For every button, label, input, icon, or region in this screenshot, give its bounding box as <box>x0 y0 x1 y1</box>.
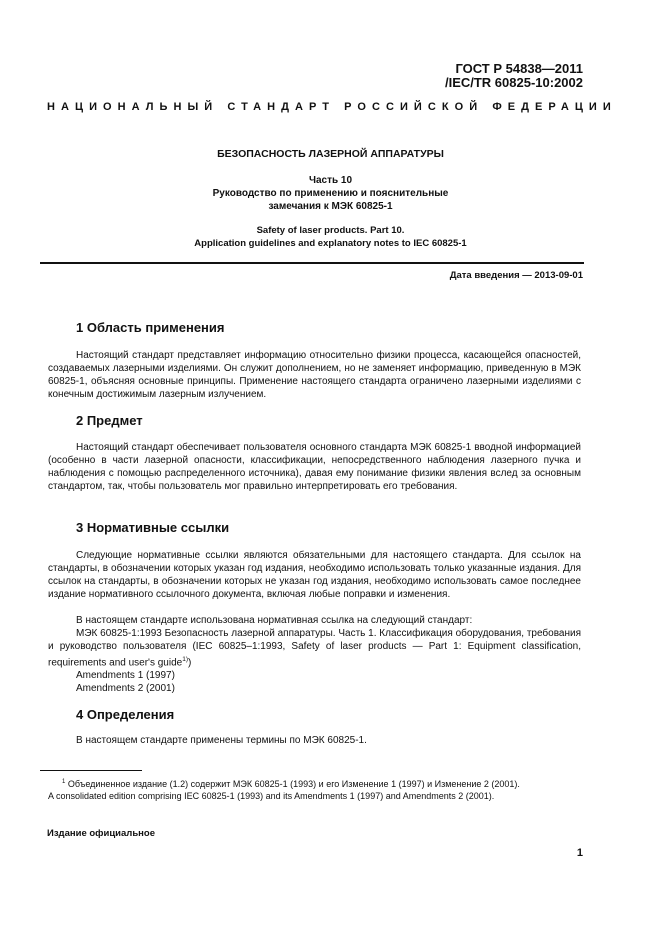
section-text-subject: Настоящий стандарт обеспечивает пользователя основного стандарта МЭК 60825-1 вводной информацией (особенно в части лазерной опасности, классификации, непосредственного наблюдения лазерного пучка и наблюдения с помощью распределенного источника), давая ему понимание физики явления вслед за основным стандартом, так, чтобы пользователь мог правильно интерпретировать его требования. <box>48 442 581 492</box>
page-number: 1 <box>576 847 583 859</box>
footnote-en: A consolidated edition comprising IEC 60825-1 (1993) and its Amendments 1 (1997) and Amendments 2 (2001). <box>48 791 495 801</box>
iec-number: /IEC/TR 60825-10:2002 <box>444 75 583 90</box>
section-heading-normative-references: 3 Нормативные ссылки <box>76 520 230 535</box>
amendment-1: Amendments 1 (1997) <box>76 670 175 681</box>
section-text-scope: Настоящий стандарт представляет информацию относительно физики процесса, касающейся опасностей, создаваемых лазерными изделиями. Он служит дополнением, но не заменяет информацию, приведенную в МЭК 60825-1, объясняя основные принципы. Применение настоящего стандарта ограничено лазерными изделиями с конечным достижимым лазерным излучением. <box>48 350 581 400</box>
footnote-divider <box>40 770 142 771</box>
footnote-ru <box>48 776 588 790</box>
footnote <box>48 776 588 802</box>
section-text-definitions: В настоящем стандарте применены термины по МЭК 60825-1. <box>76 735 367 746</box>
document-title: БЕЗОПАСНОСТЬ ЛАЗЕРНОЙ АППАРАТУРЫ <box>217 148 444 160</box>
normative-reference-entry <box>48 627 581 669</box>
section-text-normative-references: Следующие нормативные ссылки являются обязательными для настоящего стандарта. Для ссылок на стандарты, в обозначении которых указан год издания, необходимо использовать только указанные издания. Для ссылок на стандарты, в обозначении которых не указан год издания, необходимо использовать самое последнее издание нормативного ссылочного документа, включая любые поправки и изменения. <box>48 550 581 600</box>
english-title-line-2: Application guidelines and explanatory notes to IEC 60825-1 <box>194 237 467 249</box>
normative-reference-intro: В настоящем стандарте использована нормативная ссылка на следующий стандарт: <box>76 615 473 626</box>
title-divider <box>40 262 584 264</box>
section-heading-definitions: 4 Определения <box>76 707 175 722</box>
footnote-ru-text: Объединенное издание (1.2) содержит МЭК 60825-1 (1993) и его Изменение 1 (1997) и Изменение 2 (2001). <box>67 779 520 789</box>
subtitle-line-2: замечания к МЭК 60825-1 <box>268 201 393 212</box>
document-subtitle <box>40 174 621 213</box>
official-edition-label: Издание официальное <box>47 828 155 839</box>
subtitle-line-1: Руководство по применению и пояснительные <box>212 188 449 199</box>
section-heading-subject: 2 Предмет <box>76 413 143 428</box>
reference-text: МЭК 60825-1:1993 Безопасность лазерной аппаратуры. Часть 1. Классификация оборудования, требования и руководство пользователя (IEC 60825–1:1993, Safety of laser products — Part 1: Equipment classification, requirements and user's guide <box>48 628 581 669</box>
gost-designation <box>445 62 583 90</box>
national-standard-banner: НАЦИОНАЛЬНЫЙ СТАНДАРТ РОССИЙСКОЙ ФЕДЕРАЦИИ <box>47 101 617 113</box>
section-heading-scope: 1 Область применения <box>76 320 225 335</box>
amendment-2: Amendments 2 (2001) <box>76 683 175 694</box>
reference-close: ) <box>188 657 192 669</box>
part-number: Часть 10 <box>308 175 353 186</box>
gost-number: ГОСТ Р 54838—2011 <box>455 61 583 76</box>
english-title <box>40 225 621 250</box>
footnote-reference[interactable]: 1) <box>182 656 188 663</box>
footnote-marker: 1 <box>62 779 66 785</box>
introduction-date: Дата введения — 2013-09-01 <box>449 270 583 281</box>
english-title-line-1: Safety of laser products. Part 10. <box>256 225 405 236</box>
